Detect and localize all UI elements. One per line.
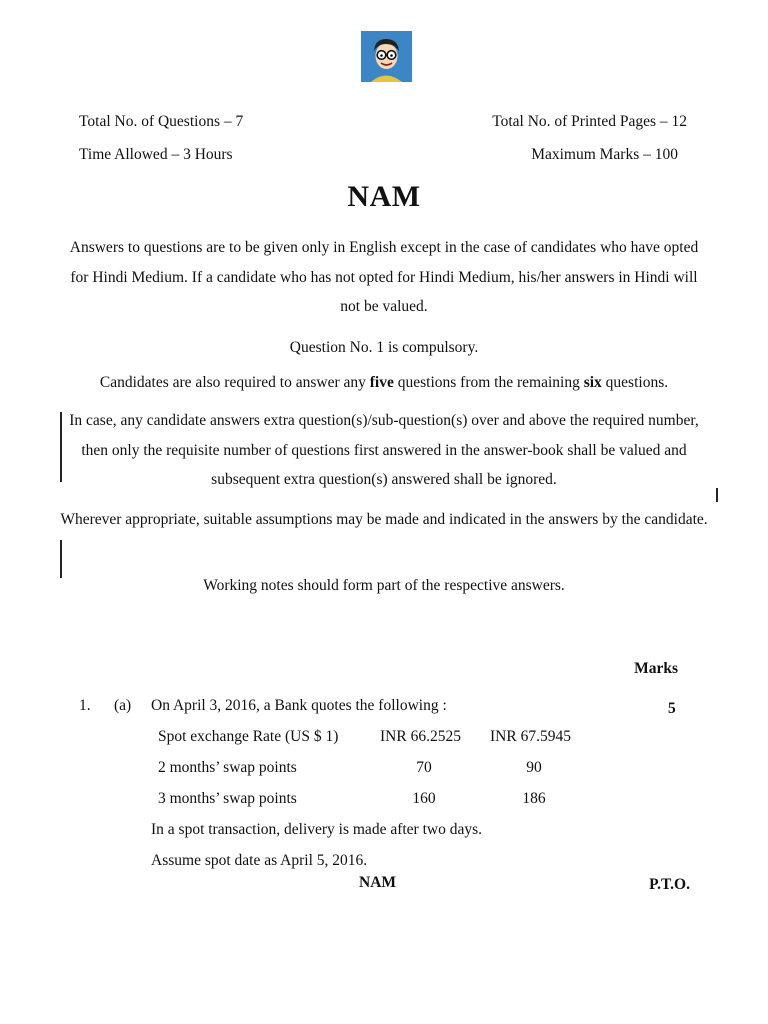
question-note: Assume spot date as April 5, 2016. [151,852,368,869]
rate-row-label: 2 months’ swap points [158,759,297,776]
instruction-compulsory: Question No. 1 is compulsory. [289,339,479,356]
total-questions: Total No. of Questions – 7 [79,113,244,130]
paper-code-title: NAM [347,180,421,213]
question-text: On April 3, 2016, a Bank quotes the following : [151,697,447,714]
rate-row-label: Spot exchange Rate (US $ 1) [158,728,339,745]
time-allowed: Time Allowed – 3 Hours [79,146,233,163]
rate-row-bid: 70 [416,759,432,776]
instruction-medium: Answers to questions are to be given only in English except in the case of candidates who have opted for Hindi Medium. If a candidate who has not opted for Hindi Medium, his/her answers in Hindi will not be valued. [69,239,699,315]
instruction-choice: Candidates are also required to answer any five questions from the remaining six questions. [99,374,669,391]
cartoon-face-icon [361,31,412,82]
instruction-assumptions: Wherever appropriate, suitable assumptions may be made and indicated in the answers by the candidate. [60,511,708,528]
rate-row-bid: INR 66.2525 [380,728,461,745]
rate-row-bid: 160 [412,790,436,807]
rate-row-ask: 90 [526,759,542,776]
rate-row-ask: 186 [522,790,546,807]
question-part: (a) [114,697,132,714]
question-marks: 5 [668,700,676,717]
maximum-marks: Maximum Marks – 100 [531,146,678,163]
footer-pto: P.T.O. [649,876,690,893]
scan-mark [60,540,62,578]
emphasis-five: five [369,374,394,391]
marks-heading: Marks [634,660,678,677]
footer-paper-code: NAM [359,874,397,891]
emphasis-six: six [583,374,602,391]
instruction-extra-questions: In case, any candidate answers extra question(s)/sub-question(s) over and above the required number, then only the requisite number of questions first answered in the answer-book shall be valued and subsequent extra question(s) answered shall be ignored. [69,412,699,488]
instruction-working-notes: Working notes should form part of the respective answers. [203,577,565,594]
rate-row-label: 3 months’ swap points [158,790,297,807]
publisher-logo [361,31,412,82]
question-note: In a spot transaction, delivery is made after two days. [151,821,482,838]
rate-row-ask: INR 67.5945 [490,728,571,745]
question-number: 1. [79,697,91,714]
scan-mark [60,412,62,482]
total-printed-pages: Total No. of Printed Pages – 12 [492,113,687,130]
scan-mark [716,488,718,502]
